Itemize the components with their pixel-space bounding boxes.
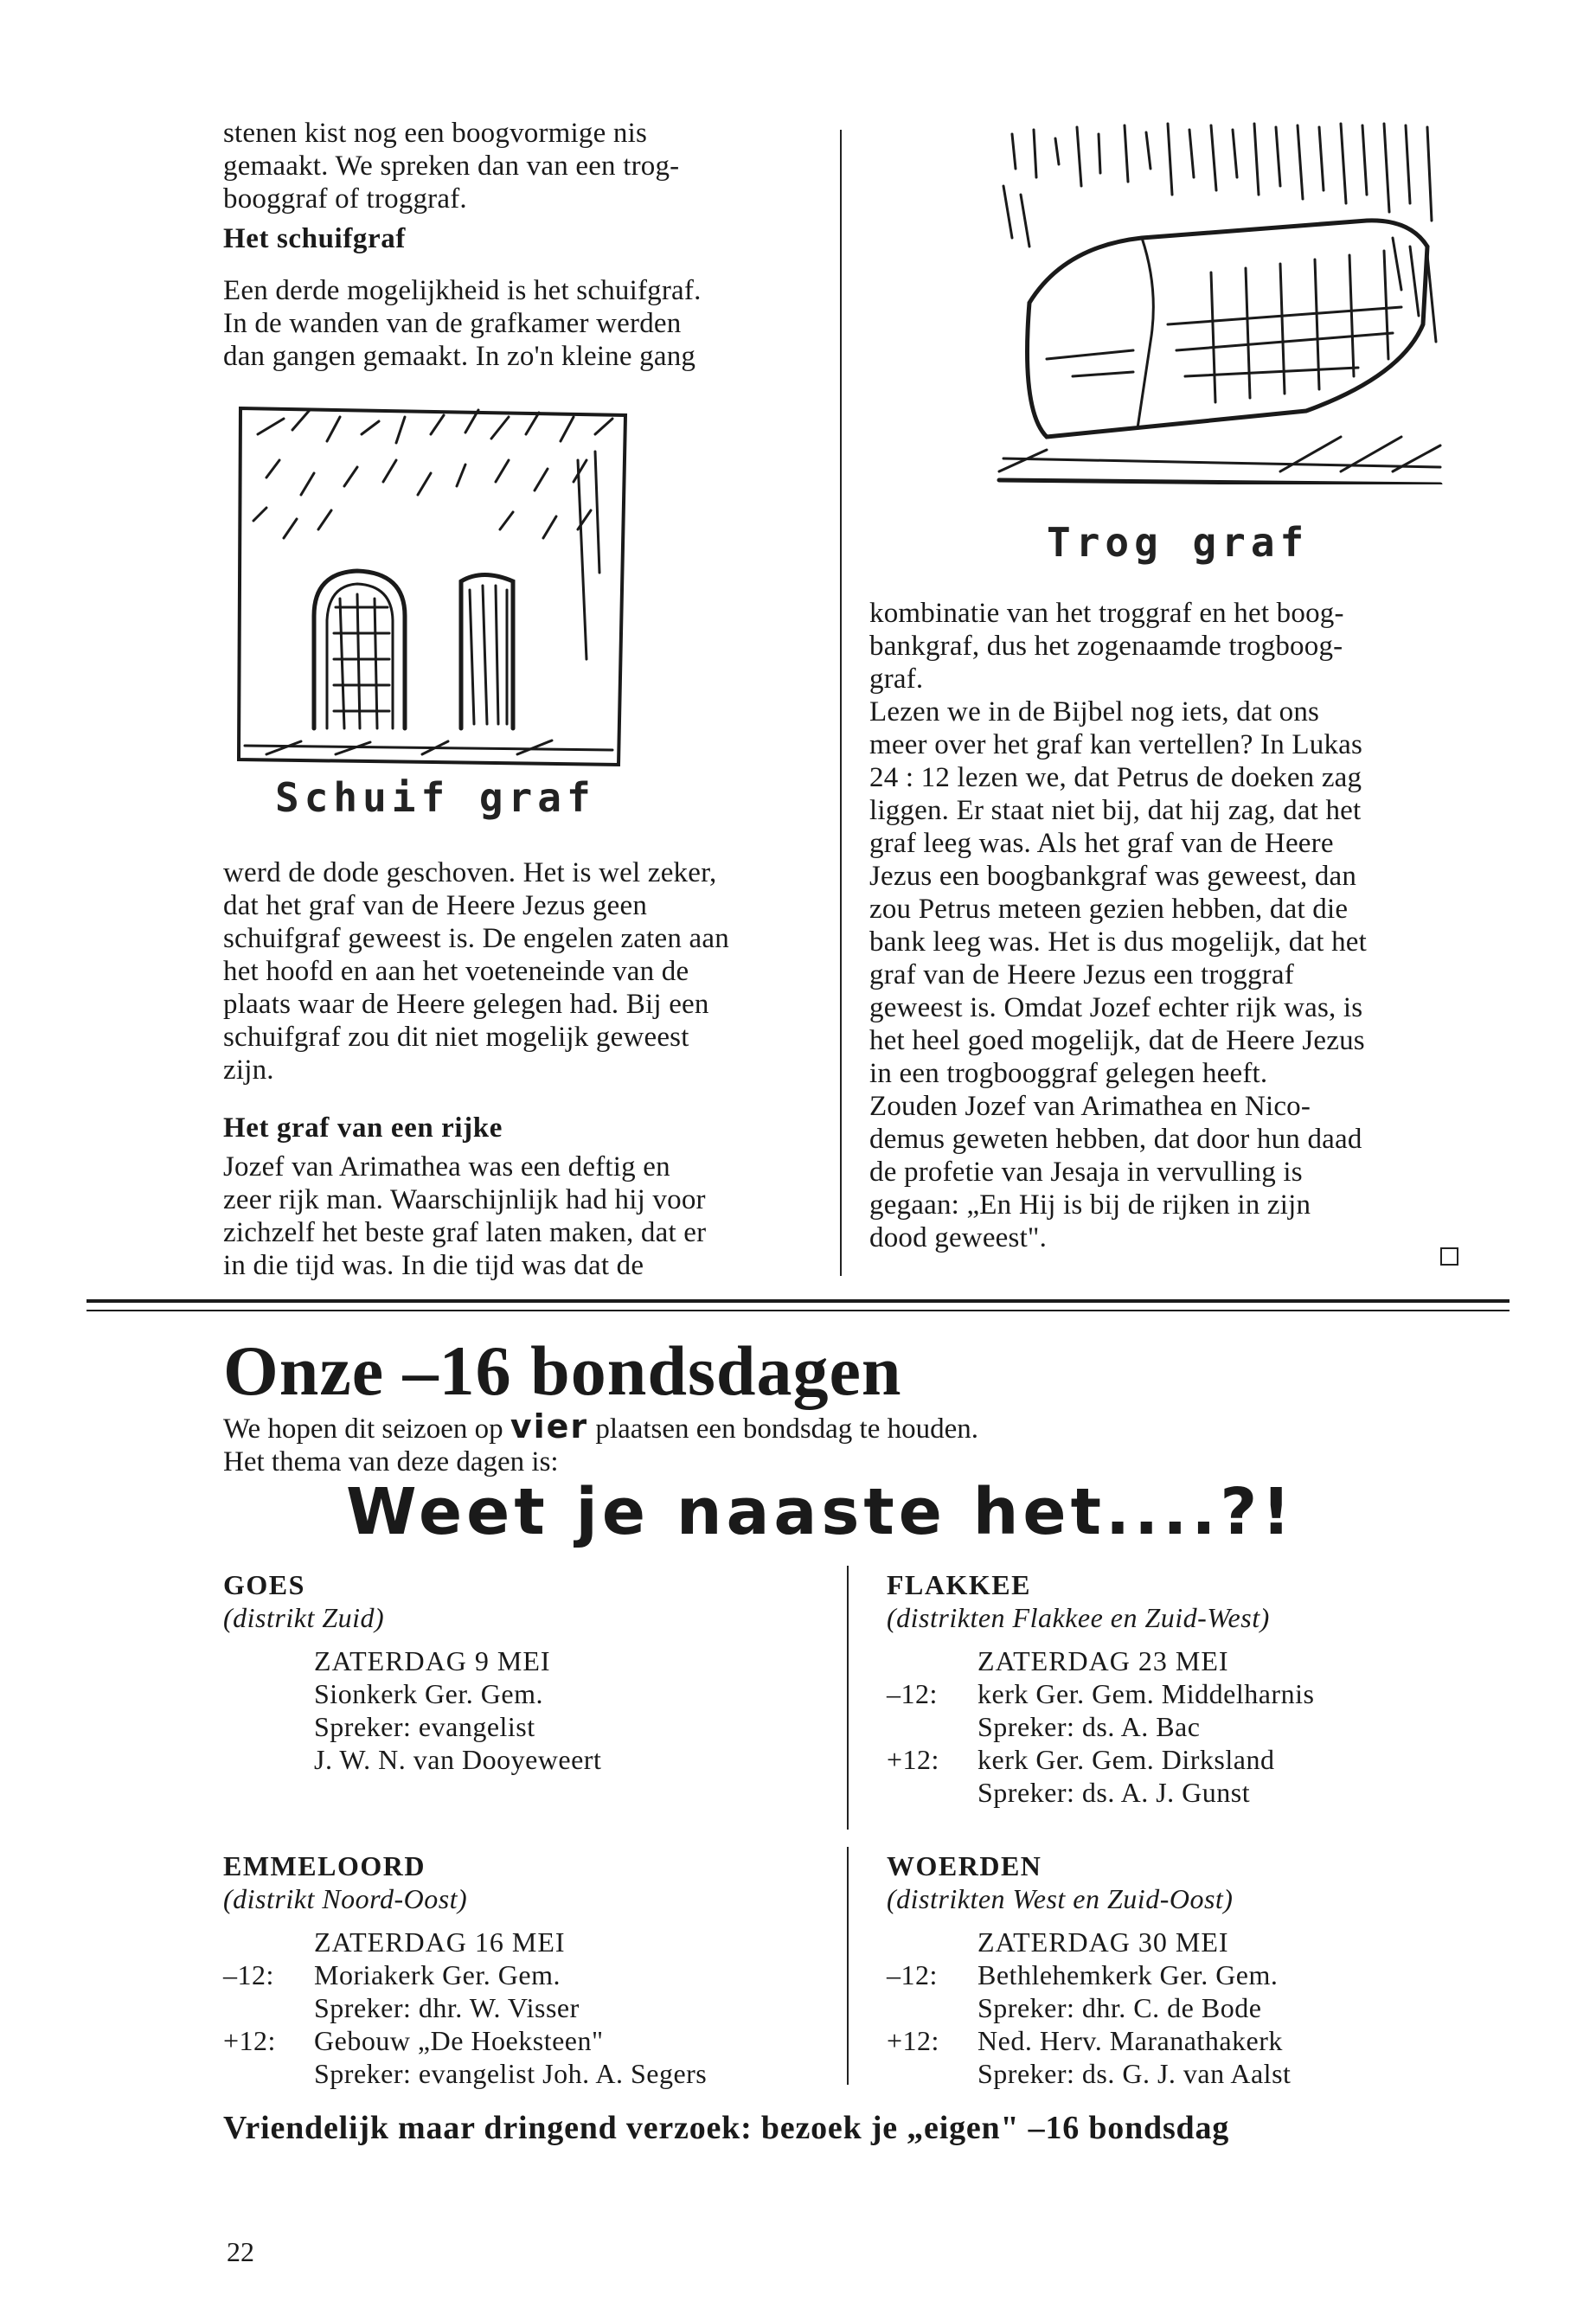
text-line: het heel goed mogelijk, dat de Heere Jezus [869, 1025, 1365, 1056]
column-divider [840, 130, 842, 1276]
text-line: in die tijd was. In die tijd was dat de [223, 1250, 644, 1281]
text-line: dat het graf van de Heere Jezus geen [223, 890, 648, 921]
text-line: plaats waar de Heere gelegen had. Bij een [223, 989, 709, 1020]
text-line: zichzelf het beste graf laten maken, dat er [223, 1217, 707, 1248]
region-line [223, 1991, 829, 2024]
left-intro [223, 117, 829, 215]
text-line: gemaakt. We spreken dan van een trog- [223, 151, 680, 182]
separator-rule-bottom [87, 1310, 1509, 1311]
text-line: dan gangen gemaakt. In zo'n kleine gang [223, 341, 696, 372]
text-line: zou Petrus meteen gezien hebben, dat die [869, 894, 1349, 925]
text-line: zeer rijk man. Waarschijnlijk had hij voor [223, 1184, 706, 1215]
region-date: ZATERDAG 16 MEI [314, 1926, 566, 1958]
region-line [223, 1743, 829, 1776]
line-text: Gebouw „De Hoeksteen" [314, 2025, 604, 2056]
text-line: Jozef van Arimathea was een deftig en [223, 1151, 670, 1183]
schuifgraf-caption: Schuif graf [275, 774, 596, 821]
text-line: schuifgraf zou dit niet mogelijk geweest [223, 1022, 689, 1053]
line-text: Moriakerk Ger. Gem. [314, 1959, 561, 1990]
region-line [887, 1710, 1509, 1743]
region-goes [223, 1568, 829, 1776]
regions-divider-lower [847, 1847, 849, 2085]
region-name: FLAKKEE [887, 1569, 1031, 1600]
text-line: dood geweest". [869, 1222, 1048, 1253]
region-line [223, 1958, 829, 1991]
line-text: Spreker: dhr. W. Visser [314, 1992, 580, 2023]
region-line [223, 1710, 829, 1743]
age-group: +12: [223, 2025, 276, 2056]
region-name: EMMELOORD [223, 1850, 426, 1881]
troggraf-paragraph [869, 597, 1492, 1254]
text-line: de profetie van Jesaja in vervulling is [869, 1157, 1303, 1188]
region-name: GOES [223, 1569, 305, 1600]
region-line [887, 2057, 1509, 2090]
region-woerden [887, 1849, 1509, 2090]
age-group: –12: [223, 1959, 274, 1990]
region-line [223, 2057, 829, 2090]
schuifgraf-paragraph [223, 274, 829, 373]
page-number: 22 [227, 2236, 254, 2267]
text-line: Jezus een boogbankgraf was geweest, dan [869, 861, 1357, 892]
line-text: kerk Ger. Gem. Middelharnis [977, 1678, 1315, 1709]
section-heading-rijke: Het graf van een rijke [223, 1112, 503, 1144]
troggraf-sketch [995, 117, 1446, 484]
troggraf-caption: Trog graf [1047, 519, 1310, 566]
theme-title: Weet je naaste het....?! [346, 1475, 1296, 1549]
region-line [223, 1677, 829, 1710]
text-line: meer over het graf kan vertellen? In Lukas [869, 729, 1363, 760]
region-line [223, 2024, 829, 2057]
text-line: demus geweten hebben, dat door hun daad [869, 1124, 1362, 1155]
text-line: Zouden Jozef van Arimathea en Nico- [869, 1091, 1311, 1122]
age-group: –12: [887, 1959, 938, 1990]
text-line: in een trogbooggraf gelegen heeft. [869, 1058, 1268, 1089]
rijke-paragraph [223, 1150, 829, 1282]
section-heading-schuifgraf: Het schuifgraf [223, 223, 406, 254]
line-text: J. W. N. van Dooyeweert [314, 1744, 602, 1775]
region-line [887, 1958, 1509, 1991]
text-line: bankgraf, dus het zogenaamde trogboog- [869, 631, 1343, 662]
text-line: werd de dode geschoven. Het is wel zeker, [223, 857, 717, 888]
region-line [887, 1776, 1509, 1809]
text-line: liggen. Er staat niet bij, dat hij zag, dat het [869, 795, 1362, 826]
announcement-headline: Onze –16 bondsdagen [223, 1331, 902, 1410]
region-emmeloord [223, 1849, 829, 2090]
text-line: graf leeg was. Als het graf van de Heere [869, 828, 1334, 859]
text-line: Lezen we in de Bijbel nog iets, dat ons [869, 696, 1320, 727]
text-line: Een derde mogelijkheid is het schuifgraf. [223, 275, 702, 306]
text-line: bank leeg was. Het is dus mogelijk, dat het [869, 926, 1367, 958]
schuifgraf-sketch [232, 400, 630, 770]
separator-rule-top [87, 1299, 1509, 1303]
line-text: Bethlehemkerk Ger. Gem. [977, 1959, 1279, 1990]
region-district: (distrikt Zuid) [223, 1602, 385, 1633]
text-line: kombinatie van het troggraf en het boog- [869, 598, 1344, 629]
region-name: WOERDEN [887, 1850, 1042, 1881]
region-district: (distrikten Flakkee en Zuid-West) [887, 1602, 1270, 1633]
text-line: schuifgraf geweest is. De engelen zaten aan [223, 923, 729, 954]
region-line [887, 1743, 1509, 1776]
region-date: ZATERDAG 9 MEI [314, 1645, 551, 1676]
age-group: +12: [887, 1744, 939, 1775]
text-line: graf van de Heere Jezus een troggraf [869, 959, 1294, 990]
intro-emphasis: vier [510, 1407, 589, 1445]
line-text: Spreker: evangelist Joh. A. Segers [314, 2058, 708, 2089]
text-line: gegaan: „En Hij is bij de rijken in zijn [869, 1189, 1311, 1221]
text-line: 24 : 12 lezen we, dat Petrus de doeken zag [869, 762, 1362, 793]
closing-request: Vriendelijk maar dringend verzoek: bezoek je „eigen" –16 bondsdag [223, 2110, 1230, 2146]
intro-line-2: Het thema van deze dagen is: [223, 1446, 559, 1477]
region-line [887, 2024, 1509, 2057]
announcement-intro [223, 1407, 1434, 1478]
line-text: Spreker: ds. G. J. van Aalst [977, 2058, 1292, 2089]
text-line: geweest is. Omdat Jozef echter rijk was, is [869, 992, 1363, 1023]
line-text: kerk Ger. Gem. Dirksland [977, 1744, 1275, 1775]
region-flakkee [887, 1568, 1509, 1809]
intro-line-1 [223, 1407, 1434, 1445]
age-group: +12: [887, 2025, 939, 2056]
article-end-mark [1440, 1247, 1458, 1266]
line-text: Spreker: dhr. C. de Bode [977, 1992, 1262, 2023]
schuifgraf-continued [223, 856, 829, 1086]
text-line: stenen kist nog een boogvormige nis [223, 118, 648, 149]
text-line: booggraf of troggraf. [223, 183, 467, 215]
text-line: graf. [869, 663, 924, 695]
text-line: zijn. [223, 1054, 274, 1086]
region-date: ZATERDAG 23 MEI [977, 1645, 1229, 1676]
region-line [887, 1991, 1509, 2024]
line-text: Sionkerk Ger. Gem. [314, 1678, 543, 1709]
region-district: (distrikten West en Zuid-Oost) [887, 1883, 1234, 1914]
line-text: Ned. Herv. Maranathakerk [977, 2025, 1283, 2056]
region-line [887, 1677, 1509, 1710]
region-district: (distrikt Noord-Oost) [223, 1883, 468, 1914]
regions-divider [847, 1566, 849, 1830]
text-line: In de wanden van de grafkamer werden [223, 308, 682, 339]
text-line: het hoofd en aan het voeteneinde van de [223, 956, 689, 987]
intro-after: plaatsen een bondsdag te houden. [588, 1413, 979, 1445]
intro-before: We hopen dit seizoen op [223, 1413, 510, 1445]
line-text: Spreker: ds. A. Bac [977, 1711, 1201, 1742]
line-text: Spreker: ds. A. J. Gunst [977, 1777, 1251, 1808]
region-date: ZATERDAG 30 MEI [977, 1926, 1229, 1958]
line-text: Spreker: evangelist [314, 1711, 535, 1742]
age-group: –12: [887, 1678, 938, 1709]
